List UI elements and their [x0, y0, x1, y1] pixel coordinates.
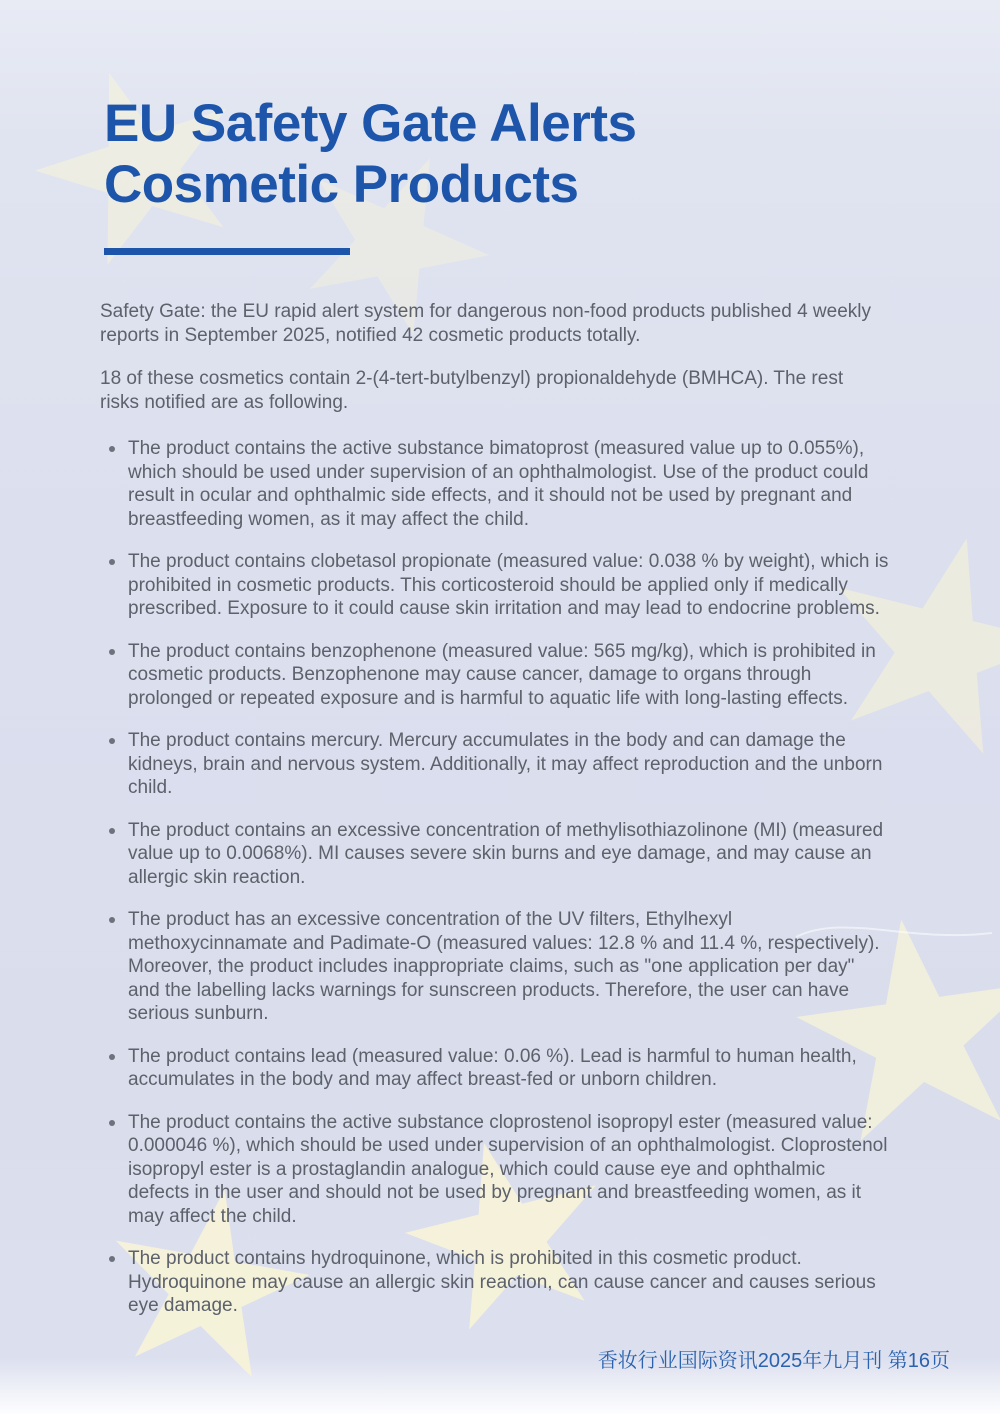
risk-bullet-text: The product contains mercury. Mercury accumulates in the body and can damage the kidneys, brain and nervous system. Additionally, it may affect reproduction and the unborn child.	[128, 730, 883, 798]
bullet-dot-icon	[109, 446, 115, 452]
risk-bullet-text: The product contains the active substance cloprostenol isopropyl ester (measured value: 0.000046 %), which should be used under supervision of an ophthalmologist. Cloprostenol isopropyl ester is a prostaglandin analogue, which could cause eye and ophthalmic defects in the user and should not be used by pregnant and breastfeeding women, as it may affect the child.	[128, 1111, 888, 1227]
risk-bullet	[100, 1247, 890, 1318]
bullet-dot-icon	[109, 1256, 115, 1262]
bullet-dot-icon	[109, 917, 115, 923]
bullet-dot-icon	[109, 559, 115, 565]
page-title-line2: Cosmetic Products	[104, 155, 579, 214]
bullet-dot-icon	[109, 649, 115, 655]
risk-bullet-text: The product has an excessive concentration of the UV filters, Ethylhexyl methoxycinnamate and Padimate-O (measured values: 12.8 % and 11.4 %, respectively). Moreover, the product includes inappropriate claims, such as "one application per day" and the labelling lacks warnings for sunscreen products. Therefore, the user can have serious sunburn.	[128, 909, 880, 1024]
risk-bullet	[100, 1045, 890, 1092]
bullet-dot-icon	[109, 738, 115, 744]
risk-bullet	[100, 437, 890, 531]
risk-bullet-text: The product contains lead (measured value: 0.06 %). Lead is harmful to human health, accumulates in the body and may affect breast-fed or unborn children.	[128, 1045, 857, 1090]
risk-bullet	[100, 1111, 890, 1229]
footer-page-info: 香妆行业国际资讯2025年九月刊 第16页	[597, 1350, 950, 1372]
risk-bullet	[100, 640, 890, 711]
page-title	[104, 93, 890, 215]
risk-bullet-text: The product contains benzophenone (measured value: 565 mg/kg), which is prohibited in cosmetic products. Benzophenone may cause cancer, damage to organs through prolonged or repeated exposure and is harmful to aquatic life with long-lasting effects.	[128, 640, 876, 709]
intro-paragraph: Safety Gate: the EU rapid alert system for dangerous non-food products published 4 weekly reports in September 2025, notified 42 cosmetic products totally.	[100, 301, 871, 346]
risk-bullet-text: The product contains clobetasol propionate (measured value: 0.038 % by weight), which is prohibited in cosmetic products. This corticosteroid should be applied only if medically prescribed. Exposure to it could cause skin irritation and may lead to endocrine problems.	[128, 551, 889, 619]
bullet-dot-icon	[109, 1120, 115, 1126]
risk-bullet-text: The product contains the active substance bimatoprost (measured value up to 0.055%), which should be used under supervision of an ophthalmologist. Use of the product could result in ocular and ophthalmic side effects, and it should not be used by pregnant and breastfeeding women, as it may affect the child.	[128, 438, 869, 530]
bullet-dot-icon	[109, 828, 115, 834]
title-underline	[104, 248, 350, 255]
risk-list	[100, 437, 890, 1318]
risk-bullet	[100, 729, 890, 800]
risk-bullet-text: The product contains hydroquinone, which is prohibited in this cosmetic product. Hydroquinone may cause an allergic skin reaction, can cause cancer and causes serious eye damage.	[128, 1248, 876, 1316]
risk-bullet	[100, 908, 890, 1026]
intro-paragraph: 18 of these cosmetics contain 2-(4-tert-butylbenzyl) propionaldehyde (BMHCA). The rest risks notified are as following.	[100, 368, 844, 413]
risk-bullet	[100, 550, 890, 621]
risk-bullet-text: The product contains an excessive concentration of methylisothiazolinone (MI) (measured value up to 0.0068%). MI causes severe skin burns and eye damage, and may cause an allergic skin reaction.	[128, 819, 884, 888]
page-content	[100, 0, 890, 1337]
risk-bullet	[100, 819, 890, 890]
bullet-dot-icon	[109, 1054, 115, 1060]
page-title-line1: EU Safety Gate Alerts	[104, 94, 637, 153]
